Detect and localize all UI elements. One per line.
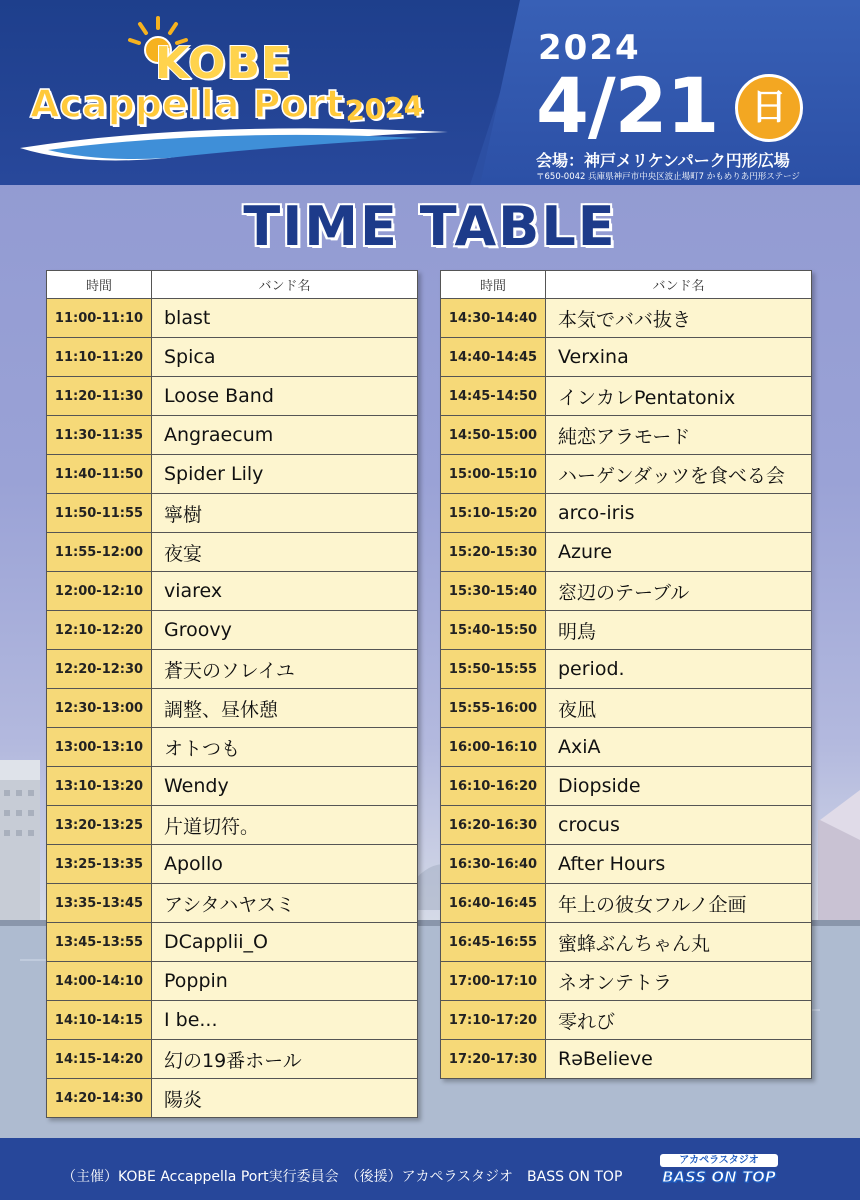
table-row [441, 416, 812, 455]
time-slot-cell: 17:10-17:20 [441, 1001, 546, 1040]
table-row [47, 728, 418, 767]
time-slot-cell: 15:10-15:20 [441, 494, 546, 533]
band-name-cell: Verxina [546, 338, 812, 377]
time-slot-cell: 17:00-17:10 [441, 962, 546, 1001]
time-slot-cell: 11:55-12:00 [47, 533, 152, 572]
time-slot-cell: 13:10-13:20 [47, 767, 152, 806]
table-row [441, 299, 812, 338]
column-header-band: バンド名 [152, 271, 418, 299]
time-slot-cell: 14:40-14:45 [441, 338, 546, 377]
table-row [47, 455, 418, 494]
footer-bar [0, 1138, 860, 1200]
table-row [441, 884, 812, 923]
time-slot-cell: 15:55-16:00 [441, 689, 546, 728]
time-slot-cell: 14:10-14:15 [47, 1001, 152, 1040]
sponsor-logo-top: アカペラスタジオ [660, 1154, 778, 1167]
time-slot-cell: 14:00-14:10 [47, 962, 152, 1001]
sponsor-logo-bottom: BASS ON TOP [662, 1168, 776, 1186]
table-row [47, 923, 418, 962]
table-row [47, 962, 418, 1001]
band-name-cell: Poppin [152, 962, 418, 1001]
time-slot-cell: 12:30-13:00 [47, 689, 152, 728]
column-header-time: 時間 [441, 271, 546, 299]
time-slot-cell: 16:30-16:40 [441, 845, 546, 884]
time-slot-cell: 16:10-16:20 [441, 767, 546, 806]
time-slot-cell: 14:30-14:40 [441, 299, 546, 338]
band-name-cell: AxiA [546, 728, 812, 767]
timetable-left-body [47, 299, 418, 1118]
band-name-cell: Wendy [152, 767, 418, 806]
table-row [441, 572, 812, 611]
table-row [441, 689, 812, 728]
band-name-cell: 寧樹 [152, 494, 418, 533]
time-slot-cell: 12:20-12:30 [47, 650, 152, 689]
band-name-cell: 年上の彼女フルノ企画 [546, 884, 812, 923]
band-name-cell: 片道切符。 [152, 806, 418, 845]
band-name-cell: period. [546, 650, 812, 689]
band-name-cell: 蜜蜂ぶんちゃん丸 [546, 923, 812, 962]
table-row [441, 845, 812, 884]
timetable-right [440, 270, 812, 1079]
table-row [441, 806, 812, 845]
band-name-cell: After Hours [546, 845, 812, 884]
table-row [441, 338, 812, 377]
table-row [441, 650, 812, 689]
sponsor-logo [660, 1154, 778, 1188]
band-name-cell: Loose Band [152, 377, 418, 416]
table-row [47, 494, 418, 533]
time-slot-cell: 11:20-11:30 [47, 377, 152, 416]
band-name-cell: Azure [546, 533, 812, 572]
band-name-cell: 純恋アラモード [546, 416, 812, 455]
band-name-cell: オトつも [152, 728, 418, 767]
table-row [441, 455, 812, 494]
band-name-cell: インカレPentatonix [546, 377, 812, 416]
table-row [441, 533, 812, 572]
table-row [441, 1001, 812, 1040]
event-day-badge: 日 [735, 74, 803, 142]
table-row [441, 611, 812, 650]
table-row [47, 1040, 418, 1079]
table-row [47, 845, 418, 884]
column-header-time: 時間 [47, 271, 152, 299]
time-slot-cell: 16:20-16:30 [441, 806, 546, 845]
band-name-cell: Groovy [152, 611, 418, 650]
time-slot-cell: 13:00-13:10 [47, 728, 152, 767]
time-slot-cell: 12:00-12:10 [47, 572, 152, 611]
time-slot-cell: 15:40-15:50 [441, 611, 546, 650]
logo-year: 2024 [343, 89, 424, 128]
event-year: 2024 [538, 28, 641, 68]
time-slot-cell: 14:45-14:50 [441, 377, 546, 416]
table-row [47, 416, 418, 455]
table-row [47, 806, 418, 845]
band-name-cell: 零れび [546, 1001, 812, 1040]
band-name-cell: 夜宴 [152, 533, 418, 572]
band-name-cell: アシタハヤスミ [152, 884, 418, 923]
time-slot-cell: 13:35-13:45 [47, 884, 152, 923]
time-slot-cell: 16:45-16:55 [441, 923, 546, 962]
table-row [47, 650, 418, 689]
table-row [47, 767, 418, 806]
table-row [47, 1001, 418, 1040]
table-row [47, 689, 418, 728]
wave-logo-icon [18, 118, 458, 166]
band-name-cell: ハーゲンダッツを食べる会 [546, 455, 812, 494]
band-name-cell: 陽炎 [152, 1079, 418, 1118]
table-row [441, 1040, 812, 1079]
table-row [441, 728, 812, 767]
band-name-cell: I be... [152, 1001, 418, 1040]
band-name-cell: 夜凪 [546, 689, 812, 728]
table-row [47, 338, 418, 377]
band-name-cell: ネオンテトラ [546, 962, 812, 1001]
table-row [47, 299, 418, 338]
band-name-cell: arco-iris [546, 494, 812, 533]
table-row [441, 377, 812, 416]
time-slot-cell: 11:30-11:35 [47, 416, 152, 455]
band-name-cell: 明鳥 [546, 611, 812, 650]
table-row [47, 1079, 418, 1118]
band-name-cell: DCapplii_O [152, 923, 418, 962]
band-name-cell: Angraecum [152, 416, 418, 455]
timetable-left [46, 270, 418, 1118]
table-row [441, 962, 812, 1001]
page-title: TIME TABLE [243, 195, 617, 258]
table-row [47, 884, 418, 923]
table-row [441, 923, 812, 962]
logo-acappella-port: Acappella Port [30, 82, 344, 126]
time-slot-cell: 13:25-13:35 [47, 845, 152, 884]
table-header-row [441, 271, 812, 299]
header-banner [0, 0, 860, 185]
band-name-cell: 蒼天のソレイユ [152, 650, 418, 689]
table-row [441, 767, 812, 806]
footer-organizers: （主催）KOBE Accappella Port実行委員会 （後援）アカペラスタジオ BASS ON TOP [62, 1169, 623, 1185]
time-slot-cell: 14:20-14:30 [47, 1079, 152, 1118]
table-row [47, 572, 418, 611]
time-slot-cell: 11:00-11:10 [47, 299, 152, 338]
time-slot-cell: 12:10-12:20 [47, 611, 152, 650]
time-slot-cell: 11:10-11:20 [47, 338, 152, 377]
band-name-cell: 窓辺のテーブル [546, 572, 812, 611]
timetable-right-body [441, 299, 812, 1079]
time-slot-cell: 16:40-16:45 [441, 884, 546, 923]
time-slot-cell: 17:20-17:30 [441, 1040, 546, 1079]
band-name-cell: viarex [152, 572, 418, 611]
time-slot-cell: 11:40-11:50 [47, 455, 152, 494]
time-slot-cell: 14:15-14:20 [47, 1040, 152, 1079]
time-slot-cell: 16:00-16:10 [441, 728, 546, 767]
table-row [47, 611, 418, 650]
band-name-cell: Spider Lily [152, 455, 418, 494]
band-name-cell: 調整、昼休憩 [152, 689, 418, 728]
table-row [47, 377, 418, 416]
band-name-cell: Diopside [546, 767, 812, 806]
time-slot-cell: 13:45-13:55 [47, 923, 152, 962]
time-slot-cell: 15:20-15:30 [441, 533, 546, 572]
table-row [441, 494, 812, 533]
time-slot-cell: 15:30-15:40 [441, 572, 546, 611]
band-name-cell: Apollo [152, 845, 418, 884]
column-header-band: バンド名 [546, 271, 812, 299]
band-name-cell: blast [152, 299, 418, 338]
band-name-cell: RəBelieve [546, 1040, 812, 1079]
band-name-cell: 幻の19番ホール [152, 1040, 418, 1079]
time-slot-cell: 14:50-15:00 [441, 416, 546, 455]
event-venue: 会場：神戸メリケンパーク円形広場 [536, 151, 790, 170]
time-slot-cell: 13:20-13:25 [47, 806, 152, 845]
band-name-cell: 本気でババ抜き [546, 299, 812, 338]
logo-kobe: KOBE [155, 38, 293, 89]
table-header-row [47, 271, 418, 299]
time-slot-cell: 15:00-15:10 [441, 455, 546, 494]
band-name-cell: Spica [152, 338, 418, 377]
time-slot-cell: 15:50-15:55 [441, 650, 546, 689]
event-date: 4/21 [536, 61, 719, 150]
event-address: 〒650-0042 兵庫県神戸市中央区波止場町7 かもめりあ円形ステージ [536, 172, 800, 182]
table-row [47, 533, 418, 572]
band-name-cell: crocus [546, 806, 812, 845]
time-slot-cell: 11:50-11:55 [47, 494, 152, 533]
